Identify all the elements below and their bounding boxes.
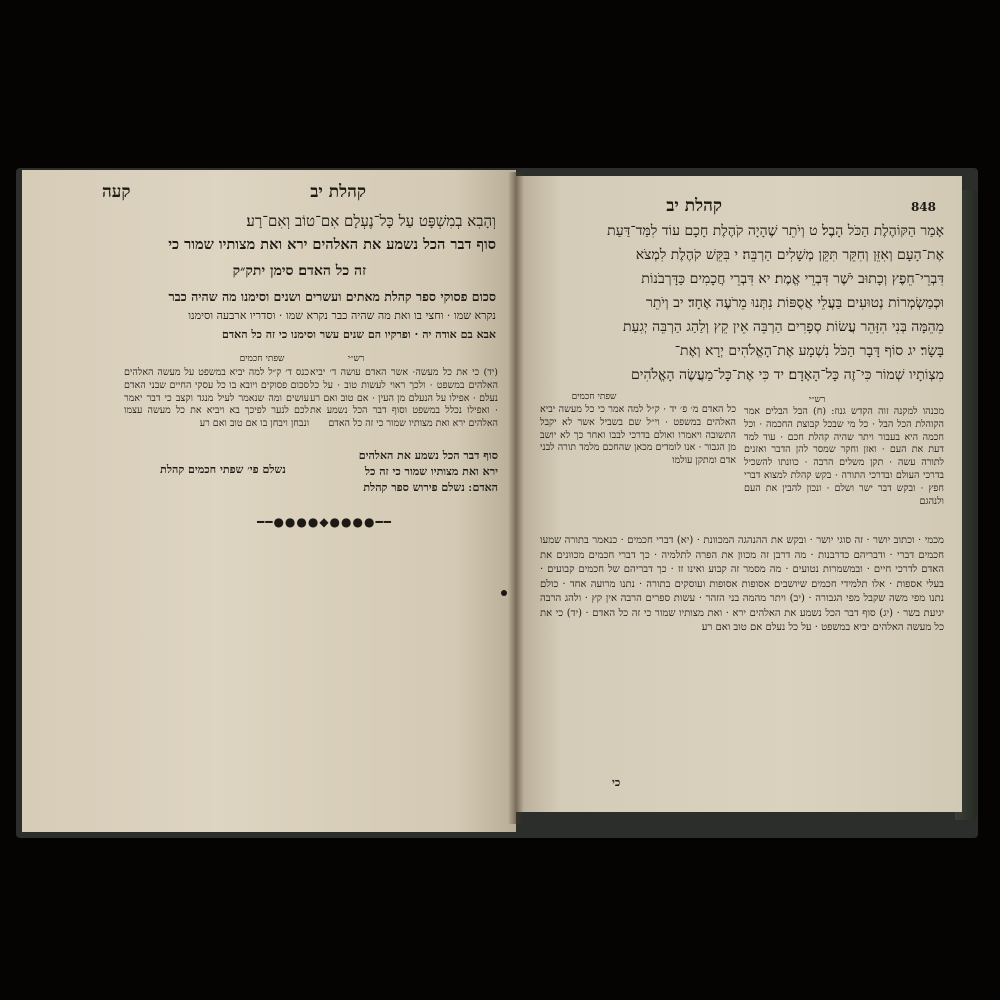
left-sifsei-commentary: כנס ד׳ ק״ל למה יביא במשפט על מעשה האלהים סכום פסוקים ויובא בו כל עסקי החיים שבני האדם עושים ומה שנאמר לעיל מנגד וקצב כי דבר יאמר לכם לנער לפיכך בא ויביא את כל מעשה עצמו ונבחן ויבחן בו אם טוב ואם רע	[124, 367, 309, 430]
rashi-closing-line-1: סוף דבר הכל נשמע את האלהים	[358, 449, 498, 462]
right-sifsei-commentary: כל האדם מ׳ פ׳ יד · ק״ל למה אמר כי כל מעשה יביא האלהים במשפט · וי״ל שם בשביל אשר לא יקבל התשובה ויאמרו ואולם בדרכי לבבו ואחר כך לא יושב מן הגבור · אנו לומדים מכאן שהחכם מלמד תורה לבני אדם ומתקן עולמו	[540, 404, 736, 467]
left-verse-line-1: וְהָבִא בְמִשְׁפָּט עַל כָּל־נֶעְלָם אִם־טוֹב וְאִם־רָע׃	[246, 212, 496, 230]
left-page-header-title: קהלת יב	[310, 182, 366, 202]
right-verse-line-7: מִצְוֹתָיו שְׁמוֹר כִּי־זֶה כָּל־הָאָדָם׃ יד כִּי אֶת־כָּל־מַעֲשֶׂה הָאֱלֹהִים	[631, 367, 944, 383]
right-verse-line-4: וּכְמַשְׂמְרוֹת נְטוּעִים בַּעֲלֵי אֲסֻפּוֹת נִתְּנוּ מֵרֹעֶה אֶחָד׃ יב וְיֹתֵר	[645, 295, 944, 311]
ink-spot	[501, 590, 507, 596]
right-verse-line-3: דִּבְרֵי־חֵפֶץ וְכָתוּב יֹשֶׁר דִּבְרֵי אֱמֶת׃ יא דִּבְרֵי חֲכָמִים כַּדָּרְבֹנוֹת	[641, 271, 944, 287]
right-lower-commentary: מכמי · וכתוב יושר · זה סוגי יושר · ובקש את ההנהגה המכוונת · (יא) דברי חכמים · כנאמר בתורה שמעו חכמים דברי · ודבריהם כדרבנות · מה דרבן זה מכוון את הפרה לתלמיה · כך דברי חכמים מכוונים את האדם לדרכי חיים · ובמשמרות נטועים · מה מסמר זה קבוע ואינו זז · כך דבריהם של חכמים קבועים · בעלי אספות · אלו תלמידי חכמים שיושבים אסופות אסופות ועוסקים בתורה · נתנו מרועה אחד · כולם נתנו מפי משה שקבל מפי הגבורה · (יב) ויתר מהמה בני הזהר · עשות ספרים הרבה אין קץ · ולהג הרבה יגיעת בשר · (יג) סוף דבר הכל נשמע את האלהים ירא · ואת מצותיו שמור כי זה כל האדם · (יד) כי את כל מעשה האלהים יביא במשפט · על כל נעלם אם טוב ואם רע	[540, 535, 944, 633]
rashi-closing-line-3: האדם ׃ נשלם פירוש ספר קהלת	[363, 481, 498, 494]
right-page	[516, 176, 962, 812]
sifsei-closing-line: נשלם פי׳ שפתי חכמים קהלת	[160, 463, 286, 476]
left-verse-line-3: זה כל האדם׃ סימן יתק״ק	[232, 263, 366, 279]
catchword: כי	[612, 776, 621, 789]
right-page-header-title: קהלת יב	[666, 196, 722, 216]
summary-line-2: נקרא שמו · וחצי בו ואת מה שהיה כבר נקרא שמו · וסדריו ארבעה וסימנו	[188, 309, 496, 322]
right-verse-line-1: אָמַר הַקּוֹהֶלֶת הַכֹּל הָבֶל׃ ט וְיֹתֵר שֶׁהָיָה קֹהֶלֶת חָכָם עוֹד לִמַּד־דַּעַת	[607, 223, 944, 239]
left-rashi-header: רש״י	[347, 354, 365, 364]
right-sifsei-header: שפתי חכמים	[571, 392, 617, 402]
left-verse-line-2: סוף דבר הכל נשמע את האלהים ירא ואת מצותיו שמור כי	[168, 236, 496, 253]
summary-line-3: אבא בם אודה יה · ופרקיו הם שנים עשר וסימנו כי זה כל האדם	[221, 328, 496, 341]
left-page	[22, 170, 516, 832]
left-sifsei-header: שפתי חכמים	[239, 354, 285, 364]
right-verse-line-5: מֵהֵמָּה בְּנִי הִזָּהֵר עֲשׂוֹת סְפָרִים הַרְבֵּה אֵין קֵץ וְלַהַג הַרְבֵּה יְגִעַת	[622, 319, 944, 335]
book-gutter	[508, 172, 524, 824]
left-page-number: קעה	[102, 182, 131, 202]
right-verse-line-2: אֶת־הָעָם וְאִזֵּן וְחִקֵּר תִּקֵּן מְשָׁלִים הַרְבֵּה׃ י בִּקֵּשׁ קֹהֶלֶת לִמְצֹא	[635, 247, 944, 263]
rashi-closing-line-2: ירא ואת מצותיו שמור כי זה כל	[364, 465, 498, 478]
right-rashi-commentary: מכנהו למקנה זוה הקדש גנוז: (ח) הבל הבלים אמר הקוהלת הכל הבל · כל מי שבכל קבוצת החכמה · וכל חכמה היא בעבור ויתר שהיה קהלת חכם · עוד למד דעת את העם · ואזן וחקר שמסר להן הדבר ואזנים לתורה עשה · תקן משלים הרבה · כוונתו להשכיל בדרכי העולם ובדרכי התורה · בקש קהלת למצוא דברי חפץ · ובקש דבר ישר ושלם · ונכון להבין את העם ולנהגם	[744, 406, 944, 507]
right-verse-line-6: בָּשָׂר׃ יג סוֹף דָּבָר הַכֹּל נִשְׁמָע אֶת־הָאֱלֹהִים יְרָא וְאֶת־	[674, 343, 944, 359]
right-rashi-header: רש״י	[808, 395, 826, 405]
summary-line-1: סכום פסוקי ספר קהלת מאתים ועשרים ושנים וסימנו מה שהיה כבר	[168, 289, 496, 304]
ornament-divider: ━━●●●●◆●●●●━━	[257, 515, 392, 529]
right-page-number: 848	[910, 200, 936, 214]
left-rashi-commentary: (יד) כי את כל מעשה· אשר האדם עושה ד׳ יביא האלהים במשפט · ולכך ראוי לעשות טוב · על כל נעלם · אפילו על הנעלם מן העין · אם טוב ואם רע · ואפילו נכלל במשפט וסוף דבר הכל נשמע את האלהים ירא ואת מצותיו שמור כי זה כל האדם	[310, 367, 498, 430]
